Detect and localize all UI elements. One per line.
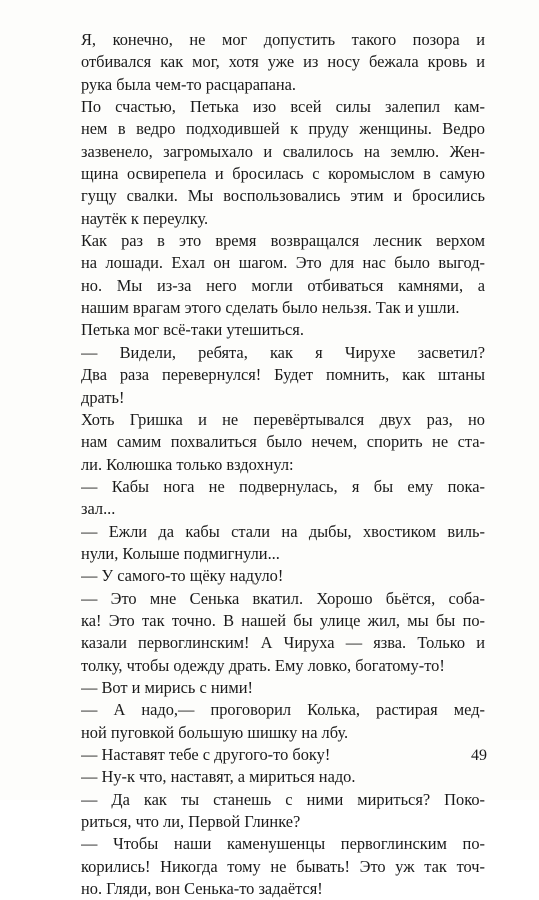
text-line: — У самого-то щёку надуло! (81, 566, 284, 586)
text-line: риться, что ли, Первой Глинке? (81, 812, 301, 832)
text-line: толку, чтобы одежду драть. Ему ловко, богатому-то! (81, 655, 445, 675)
text-line: Два раза перевернулся! Будет помнить, как штаны (81, 365, 485, 385)
text-line: зал... (81, 499, 116, 519)
text-line: — Да как ты станешь с ними мириться? Поко- (81, 789, 485, 809)
text-line: нем в ведро подходившей к пруду женщины. Ведро (81, 119, 485, 139)
text-line: — А надо,— проговорил Колька, растирая мед- (81, 700, 485, 720)
text-line: ли. Колюшка только вздохнул: (81, 454, 294, 474)
text-line: нули, Колыше подмигнули... (81, 543, 280, 563)
text-line: на лошади. Ехал он шагом. Это для нас было выгод- (81, 253, 485, 273)
text-line: По счастью, Петька изо всей силы залепил кам- (81, 97, 485, 117)
text-line: — Чтобы наши каменушенцы первоглинским по- (81, 834, 485, 854)
text-line: наутёк к переулку. (81, 208, 209, 228)
text-line: — Видели, ребята, как я Чирухе засветил? (81, 342, 485, 362)
text-line: нашим врагам этого сделать было нельзя. Так и ушли. (81, 298, 460, 318)
body-text (81, 29, 485, 900)
text-line: Петька мог всё-таки утешиться. (81, 320, 304, 340)
text-line: Я, конечно, не мог допустить такого позора и (81, 30, 485, 49)
text-line: но. Гляди, вон Сенька-то задаётся! (81, 879, 323, 899)
text-line: — Наставят тебе с другого-то боку! (81, 745, 331, 764)
text-line: корились! Никогда тому не бывать! Это уж так точ- (81, 856, 485, 876)
text-line: — Ежли да кабы стали на дыбы, хвостиком виль- (81, 521, 485, 541)
text-line: Как раз в это время возвращался лесник верхом (81, 231, 485, 251)
text-line: отбивался как мог, хотя уже из носу бежала кровь и (81, 52, 485, 72)
text-line: — Вот и мирись с ними! (81, 677, 254, 697)
text-line: Хоть Гришка и не перевёртывался двух раз, но (81, 409, 485, 429)
page-number: 49 (471, 747, 487, 764)
text-line: — Кабы нога не подвернулась, я бы ему пока- (81, 476, 485, 496)
text-line: ка! Это так точно. В нашей бы улице жил, мы бы по- (81, 610, 485, 630)
text-line: — Ну-к что, наставят, а мириться надо. (81, 767, 356, 787)
text-line: рука была чем-то расцарапана. (81, 74, 296, 94)
text-line: драть! (81, 387, 125, 407)
text-line: ной пуговкой большую шишку на лбу. (81, 722, 349, 742)
text-line: зазвенело, загромыхало и свалилось на землю. Жен- (81, 141, 485, 161)
text-line: но. Мы из-за него могли отбиваться камнями, а (81, 275, 485, 295)
text-line: нам самим похвалиться было нечем, спорить не ста- (81, 432, 485, 452)
text-line: щина освирепела и бросилась с коромыслом в самую (81, 164, 485, 184)
text-line: гущу свалки. Мы воспользовались этим и бросились (81, 186, 485, 206)
text-line: казали первоглинским! А Чируха — язва. Только и (81, 633, 485, 653)
text-line: — Это мне Сенька вкатил. Хорошо бьётся, соба- (81, 588, 485, 608)
